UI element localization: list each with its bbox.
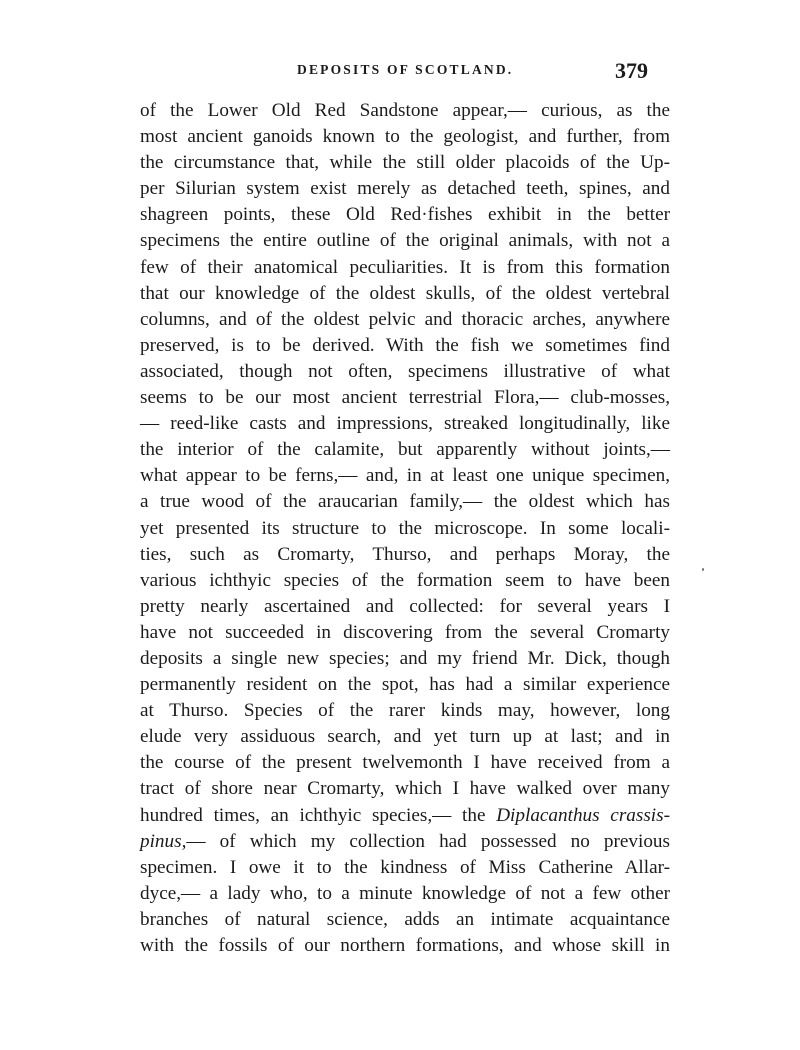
text-line: dyce,— a lady who, to a minute knowledge of not a few other	[140, 882, 670, 904]
text-line: columns, and of the oldest pelvic and thoracic arches, anywhere	[140, 308, 670, 330]
text-line: per Silurian system exist merely as detached teeth, spines, and	[140, 178, 670, 200]
text-line	[140, 829, 670, 855]
text-line: pretty nearly ascertained and collected: for several years I	[140, 595, 670, 617]
text-line: the circumstance that, while the still older placoids of the Up-	[140, 152, 670, 174]
text-line: associated, though not often, specimens illustrative of what	[140, 360, 670, 382]
text-line: few of their anatomical peculiarities. It is from this formation	[140, 256, 670, 278]
text-line: the course of the present twelvemonth I have received from a	[140, 752, 670, 774]
running-head	[0, 58, 800, 86]
text-line: what appear to be ferns,— and, in at least one unique specimen,	[140, 465, 670, 487]
italic-species-name: Diplacanthus crassis-	[496, 804, 670, 826]
text-line: of the Lower Old Red Sandstone appear,— curious, as the	[140, 100, 670, 121]
text-line: yet presented its structure to the microscope. In some locali-	[140, 517, 670, 539]
text-segment: hundred times, an ichthyic species,— the	[140, 804, 486, 826]
text-line: elude very assiduous search, and yet turn up at last; and in	[140, 726, 670, 748]
body-text	[140, 98, 670, 959]
text-line: preserved, is to be derived. With the fish we sometimes find	[140, 334, 670, 356]
text-line: permanently resident on the spot, has had a similar experience	[140, 674, 670, 696]
text-line: branches of natural science, adds an intimate acquaintance	[140, 908, 670, 930]
italic-species-name-end: pinus,	[140, 830, 187, 852]
running-title: DEPOSITS OF SCOTLAND.	[297, 62, 514, 77]
text-line: shagreen points, these Old Red·fishes exhibit in the better	[140, 204, 670, 226]
page-number: 379	[615, 58, 648, 83]
text-line: ties, such as Cromarty, Thurso, and perhaps Moray, the	[140, 543, 670, 565]
text-line: have not succeeded in discovering from the several Cromarty	[140, 621, 670, 643]
text-line: specimen. I owe it to the kindness of Miss Catherine Allar-	[140, 856, 670, 878]
text-line: various ichthyic species of the formation seem to have been	[140, 569, 670, 591]
text-line	[140, 803, 670, 829]
margin-speck	[702, 568, 704, 571]
text-line: the interior of the calamite, but apparently without joints,—	[140, 439, 670, 461]
text-line: with the fossils of our northern formations, and whose skill in	[140, 935, 670, 956]
text-line: specimens the entire outline of the original animals, with not a	[140, 230, 670, 252]
text-line: deposits a single new species; and my friend Mr. Dick, though	[140, 647, 670, 669]
text-line: — reed-like casts and impressions, streaked longitudinally, like	[140, 413, 670, 435]
text-line: at Thurso. Species of the rarer kinds may, however, long	[140, 700, 670, 722]
text-line: tract of shore near Cromarty, which I have walked over many	[140, 778, 670, 800]
text-line: a true wood of the araucarian family,— the oldest which has	[140, 491, 670, 513]
text-line: that our knowledge of the oldest skulls, of the oldest vertebral	[140, 282, 670, 304]
text-line: most ancient ganoids known to the geologist, and further, from	[140, 126, 670, 148]
text-segment: — of which my collection had possessed no previous	[186, 830, 670, 852]
text-line: seems to be our most ancient terrestrial Flora,— club-mosses,	[140, 387, 670, 409]
